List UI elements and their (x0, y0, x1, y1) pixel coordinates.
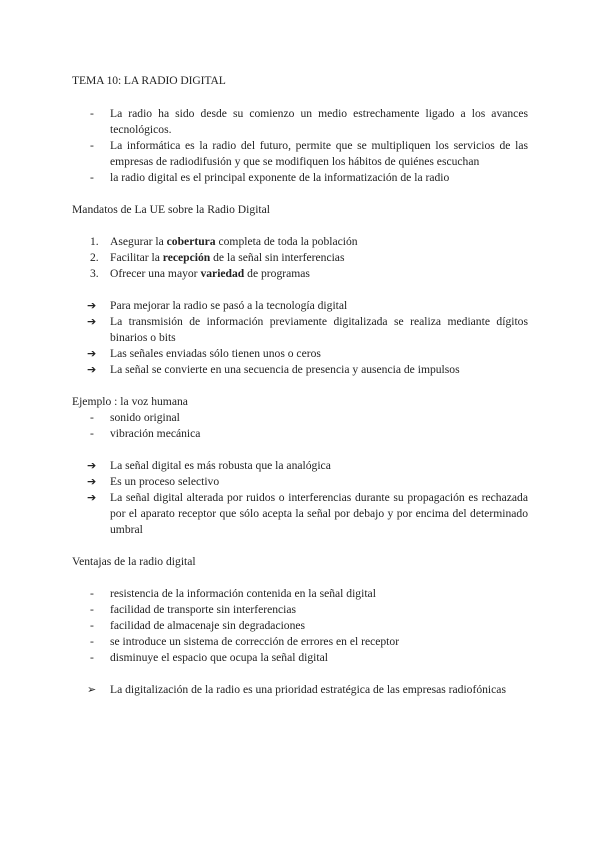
ejemplo-list (72, 410, 528, 442)
dash-bullet: - (90, 139, 94, 152)
dash-bullet: - (90, 411, 94, 424)
ejemplo-label: Ejemplo : la voz humana (72, 395, 188, 408)
conclusion-list (72, 682, 528, 698)
list-item: - La radio ha sido desde su comienzo un medio estrechamente ligado a los avances tecnológicos. (90, 107, 528, 136)
list-item: ➔ La señal se convierte en una secuencia de presencia y ausencia de impulsos (87, 363, 460, 376)
list-item: - La informática es la radio del futuro, permite que se multipliquen los servicios de las empresas de radiodifusión y que se modifiquen los hábitos de quiénes escuchan (90, 139, 528, 168)
arrow-icon: ➔ (87, 315, 97, 328)
intro-list (72, 106, 528, 186)
document-title: TEMA 10: LA RADIO DIGITAL (72, 74, 226, 87)
list-item: 2. Facilitar la recepción de la señal sin interferencias (90, 251, 345, 264)
ventajas-heading: Ventajas de la radio digital (72, 555, 196, 568)
dash-bullet: - (90, 603, 94, 616)
document-body (72, 73, 528, 698)
dash-bullet: - (90, 427, 94, 440)
list-item: - vibración mecánica (90, 427, 201, 440)
dash-bullet: - (90, 619, 94, 632)
arrow-icon: ➔ (87, 459, 97, 472)
arrow-icon: ➔ (87, 299, 97, 312)
list-item: - resistencia de la información contenida en la señal digital (90, 587, 376, 600)
arrow-icon: ➔ (87, 475, 97, 488)
dash-bullet: - (90, 107, 94, 120)
list-item: 1. Asegurar la cobertura completa de toda la población (90, 235, 358, 248)
dash-bullet: - (90, 171, 94, 184)
list-item: ➔ La transmisión de información previamente digitalizada se realiza mediante dígitos binarios o bits (87, 315, 528, 344)
list-item: ➔ La señal digital alterada por ruidos o interferencias durante su propagación es rechazada por el aparato receptor que sólo acepta la señal por debajo y por encima del determinado umbral (87, 491, 528, 536)
ventajas-list (72, 586, 528, 666)
arrow-icon: ➔ (87, 347, 97, 360)
list-item: ➔ Para mejorar la radio se pasó a la tecnología digital (87, 299, 348, 312)
dash-bullet: - (90, 635, 94, 648)
list-item: - disminuye el espacio que ocupa la señal digital (90, 651, 328, 664)
list-item: - la radio digital es el principal exponente de la informatización de la radio (90, 171, 450, 184)
list-item: - se introduce un sistema de corrección de errores en el receptor (90, 635, 400, 648)
list-item: ➔ La señal digital es más robusta que la analógica (87, 459, 331, 472)
dash-bullet: - (90, 587, 94, 600)
list-item: - facilidad de almacenaje sin degradaciones (90, 619, 306, 632)
mandatos-list (72, 234, 528, 282)
list-item: ➔ Las señales enviadas sólo tienen unos o ceros (87, 347, 321, 360)
list-item (72, 682, 528, 698)
list-item: - facilidad de transporte sin interferencias (90, 603, 297, 616)
arrow-icon: ➔ (87, 491, 97, 504)
list-item: 3. Ofrecer una mayor variedad de programas (90, 267, 310, 280)
list-item: ➔ Es un proceso selectivo (87, 475, 220, 488)
triangle-arrow-icon: ➢ (87, 683, 97, 696)
arrow-list-2 (72, 458, 528, 538)
mandatos-heading: Mandatos de La UE sobre la Radio Digital (72, 203, 271, 216)
arrow-list-1 (72, 298, 528, 378)
dash-bullet: - (90, 651, 94, 664)
conclusion-text: La digitalización de la radio es una prioridad estratégica de las empresas radiofónicas (110, 683, 506, 696)
list-item: - sonido original (90, 411, 180, 424)
arrow-icon: ➔ (87, 363, 97, 376)
